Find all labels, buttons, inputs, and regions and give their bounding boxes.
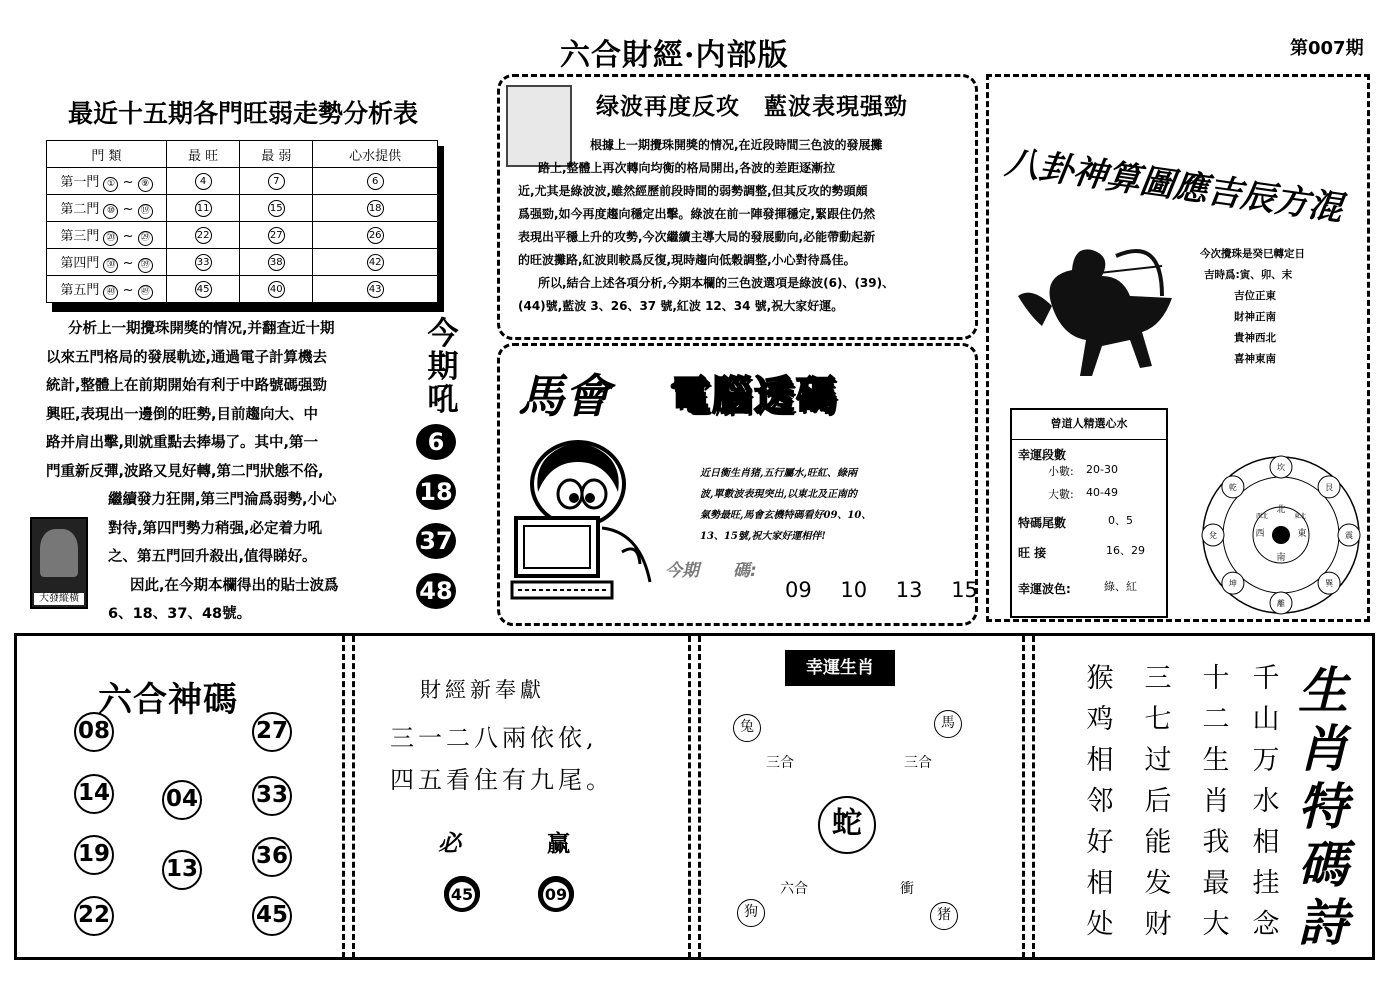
compass-direction: 東 bbox=[1297, 529, 1307, 539]
analysis-line: 繼續發力狂開,第三門淪爲弱勢,小心 bbox=[108, 492, 337, 508]
table-row bbox=[47, 222, 438, 249]
compass-label: 坤 bbox=[1228, 579, 1237, 589]
poem-title-char: 碼 bbox=[1298, 835, 1348, 894]
min-value: 38 bbox=[268, 254, 285, 271]
wave-line: 路上,整體上再次轉向均衡的格局開出,各波的差距逐漸拉 bbox=[538, 161, 836, 175]
gift-title: 財經新奉獻 bbox=[420, 678, 545, 702]
poem-title-char: 特 bbox=[1298, 777, 1348, 836]
bagua-info bbox=[1200, 244, 1350, 370]
trend-table bbox=[46, 140, 438, 303]
shenma-number: 36 bbox=[252, 837, 292, 877]
gate-name: 第五門 bbox=[60, 282, 100, 298]
poem-char: 好 bbox=[1086, 827, 1114, 858]
poem-char: 生 bbox=[1202, 745, 1230, 776]
max-cell bbox=[167, 168, 240, 195]
sanhe-label: 三合 bbox=[766, 755, 794, 771]
min-value: 7 bbox=[268, 173, 285, 190]
table-row bbox=[47, 249, 438, 276]
max-cell bbox=[167, 195, 240, 222]
range-end: ⑨ bbox=[138, 177, 153, 192]
tip-value: 18 bbox=[367, 200, 384, 217]
min-cell bbox=[240, 222, 313, 249]
luck-key: 特碼尾數 bbox=[1018, 516, 1067, 530]
range-end: ㉙ bbox=[138, 231, 153, 246]
column-header: 心水提供 bbox=[313, 141, 438, 168]
poem-char: 大 bbox=[1202, 909, 1230, 940]
info-line: 喜神東南 bbox=[1234, 353, 1276, 365]
info-line: 今次攪珠是癸巳轉定日 bbox=[1200, 248, 1305, 260]
column-header: 最 弱 bbox=[240, 141, 313, 168]
stamp-label: 大發縱橫 bbox=[34, 593, 84, 605]
compass-label: 乾 bbox=[1228, 482, 1237, 492]
wave-line: 表現出平穩上升的攻勢,今次繼續主導大局的發展動向,必能帶動起新 bbox=[518, 230, 876, 244]
compass-label: 震 bbox=[1345, 531, 1353, 540]
zodiac-dog: 狗 bbox=[737, 899, 765, 927]
poem-char: 我 bbox=[1202, 827, 1230, 858]
lucky-zodiac-header: 幸運生肖 bbox=[785, 650, 895, 686]
computer-user-illustration bbox=[510, 432, 670, 604]
analysis-line: 因此,在今期本欄得出的貼士波爲 bbox=[130, 577, 339, 594]
gate-cell: 第五門 ㊵ ~ ㊾ bbox=[47, 276, 167, 303]
luck-key: 幸運段數 bbox=[1018, 448, 1067, 462]
poem-char: 山 bbox=[1252, 704, 1280, 735]
min-value: 15 bbox=[268, 200, 285, 217]
min-cell bbox=[240, 168, 313, 195]
gift-verse-line: 四五看住有九尾。 bbox=[390, 766, 614, 794]
tip-value: 42 bbox=[367, 254, 384, 271]
issue-number: 第007期 bbox=[1290, 38, 1364, 59]
range-start: ㉚ bbox=[103, 258, 118, 273]
divider bbox=[1022, 636, 1025, 958]
tip-value: 43 bbox=[367, 281, 384, 298]
shenma-number: 13 bbox=[162, 850, 202, 890]
range-end: ㊾ bbox=[138, 285, 153, 300]
gate-cell: 第二門 ⑩ ~ ⑲ bbox=[47, 195, 167, 222]
max-value: 33 bbox=[195, 254, 212, 271]
analysis-line: 路并肩出擊,則就重點去捧場了。其中,第一 bbox=[46, 435, 319, 451]
min-value: 40 bbox=[268, 281, 285, 298]
column-header: 門 類 bbox=[47, 141, 167, 168]
poem-char: 相 bbox=[1086, 868, 1114, 899]
computer-title-a: 馬會 bbox=[518, 369, 610, 423]
poem-char: 邻 bbox=[1086, 786, 1114, 817]
compass-label: 巽 bbox=[1325, 579, 1334, 589]
luck-key: 幸運波色: bbox=[1018, 582, 1071, 596]
yin-yang-icon bbox=[1272, 526, 1290, 544]
tip-cell bbox=[313, 195, 438, 222]
computer-text bbox=[700, 463, 926, 547]
analysis-text bbox=[46, 315, 396, 629]
shenma-number: 14 bbox=[74, 774, 114, 814]
computer-code-label: 今期 碼: bbox=[665, 561, 757, 581]
poem-char: 猴 bbox=[1086, 663, 1114, 694]
analysis-line: 之、第五門回升殺出,值得睇好。 bbox=[108, 549, 317, 565]
roar-title: 今期吼 bbox=[427, 316, 459, 418]
analysis-line: 以來五門格局的發展軌迹,通過電子計算機去 bbox=[46, 349, 328, 366]
bagua-compass bbox=[1196, 450, 1366, 620]
poem-char: 最 bbox=[1202, 868, 1230, 899]
chong-label: 衝 bbox=[900, 881, 914, 897]
gate-name: 第四門 bbox=[60, 255, 100, 271]
poem-char: 千 bbox=[1252, 663, 1280, 694]
compass-direction: 北 bbox=[1276, 505, 1286, 515]
table-header-row bbox=[47, 141, 438, 168]
shenma-number: 22 bbox=[74, 896, 114, 936]
divider bbox=[342, 636, 345, 958]
gate-name: 第一門 bbox=[60, 174, 100, 190]
range-end: ㊴ bbox=[138, 258, 153, 273]
tip-value: 26 bbox=[367, 227, 384, 244]
zodiac-horse: 馬 bbox=[934, 710, 962, 738]
wave-line: 根據上一期攪珠開獎的情况,在近段時間三色波的發展攤 bbox=[590, 138, 883, 152]
win-ball bbox=[538, 876, 574, 912]
roar-number: 6 bbox=[416, 424, 456, 460]
computer-line: 近日衡生肖猪,五行屬水,旺紅、綠兩 bbox=[700, 468, 857, 479]
gate-cell: 第四門 ㉚ ~ ㊴ bbox=[47, 249, 167, 276]
poem-char: 后 bbox=[1144, 786, 1172, 817]
luck-key: 大數: bbox=[1048, 488, 1074, 501]
stamp-image bbox=[30, 517, 88, 609]
analysis-line: 門重新反彈,波路又見好轉,第二門狀態不俗, bbox=[46, 463, 324, 480]
wave-line: 的旺波攤路,紅波則較爲反復,現時趨向低穀調整,小心對待爲佳。 bbox=[518, 253, 856, 267]
tip-value: 6 bbox=[367, 173, 384, 190]
tip-cell bbox=[313, 276, 438, 303]
max-value: 11 bbox=[195, 200, 212, 217]
computer-line: 13、15號,祝大家好運相伴! bbox=[700, 531, 826, 542]
range-start: ① bbox=[103, 177, 118, 192]
poem-char: 万 bbox=[1252, 745, 1280, 776]
shenma-number: 33 bbox=[252, 776, 292, 816]
info-line: 吉位正東 bbox=[1234, 290, 1276, 302]
poem-char: 鸡 bbox=[1086, 704, 1114, 735]
poem-char: 七 bbox=[1144, 704, 1172, 735]
gate-cell: 第一門 ① ~ ⑨ bbox=[47, 168, 167, 195]
poem-char: 过 bbox=[1144, 745, 1172, 776]
trophy-icon bbox=[40, 529, 78, 577]
max-value: 22 bbox=[195, 227, 212, 244]
poem-char: 相 bbox=[1252, 827, 1280, 858]
horse-archer-illustration bbox=[1012, 236, 1182, 386]
page-title: 六合財經·内部版 bbox=[560, 38, 789, 73]
roar-number: 48 bbox=[416, 573, 456, 609]
min-cell bbox=[240, 249, 313, 276]
tip-cell bbox=[313, 168, 438, 195]
gift-verse-line: 三一二八兩依依, bbox=[390, 724, 598, 752]
luck-value: 40-49 bbox=[1086, 486, 1118, 499]
analysis-line: 對待,第四門勢力稍强,必定着力吼 bbox=[108, 520, 323, 537]
shenma-number: 45 bbox=[252, 896, 292, 936]
win-label: 赢 bbox=[547, 831, 570, 857]
poem-title-char: 詩 bbox=[1298, 893, 1348, 950]
min-cell bbox=[240, 276, 313, 303]
gate-cell: 第三門 ⑳ ~ ㉙ bbox=[47, 222, 167, 249]
luck-key: 小數: bbox=[1048, 465, 1074, 478]
zodiac-pig: 猪 bbox=[930, 902, 958, 930]
zodiac-snake: 蛇 bbox=[818, 796, 876, 854]
compass-label: 艮 bbox=[1325, 482, 1334, 492]
info-line: 財神正南 bbox=[1234, 311, 1276, 323]
poem-char: 二 bbox=[1202, 704, 1230, 735]
compass-label: 兌 bbox=[1209, 531, 1217, 540]
luck-header: 曾道人精選心水 bbox=[1010, 408, 1168, 440]
computer-code-numbers: 09 10 13 15 bbox=[785, 578, 978, 602]
divider bbox=[1032, 636, 1035, 958]
shenma-number: 04 bbox=[162, 780, 202, 820]
range-start: ㊵ bbox=[103, 285, 118, 300]
poem-char: 发 bbox=[1144, 868, 1172, 899]
min-value: 27 bbox=[268, 227, 285, 244]
bagua-title: 八卦神算圖應吉辰方混 bbox=[1002, 142, 1345, 230]
gate-name: 第三門 bbox=[60, 228, 100, 244]
shenma-number: 19 bbox=[74, 835, 114, 875]
poem-char: 处 bbox=[1086, 909, 1114, 940]
gate-name: 第二門 bbox=[60, 201, 100, 217]
poem-char: 水 bbox=[1252, 786, 1280, 817]
wave-title: 绿波再度反攻 藍波表現强勁 bbox=[596, 94, 908, 120]
poem-title-char: 肖 bbox=[1298, 719, 1348, 778]
compass-direction: 西 bbox=[1255, 529, 1265, 539]
min-cell bbox=[240, 195, 313, 222]
shenma-title: 六合神碼 bbox=[98, 680, 238, 720]
table-row bbox=[47, 168, 438, 195]
poem-title-char: 生 bbox=[1298, 661, 1348, 720]
poem-char: 肖 bbox=[1202, 786, 1230, 817]
tip-cell bbox=[313, 249, 438, 276]
poem-char: 念 bbox=[1252, 909, 1280, 940]
roar-number: 37 bbox=[416, 523, 456, 559]
wave-line: (44)號,藍波 3、26、37 號,紅波 12、34 號,祝大家好運。 bbox=[518, 299, 844, 313]
divider bbox=[698, 636, 701, 958]
liuhe-label: 六合 bbox=[780, 881, 808, 897]
trend-table-title: 最近十五期各門旺弱走勢分析表 bbox=[68, 99, 419, 128]
poem-title-calligraphy bbox=[1288, 660, 1358, 950]
max-cell bbox=[167, 276, 240, 303]
analysis-line: 分析上一期攪珠開獎的情况,并翻查近十期 bbox=[68, 321, 335, 337]
tip-cell bbox=[313, 222, 438, 249]
wave-line: 所以,結合上述各項分析,今期本欄的三色波選項是綠波(6)、(39)、 bbox=[538, 276, 895, 290]
shenma-number: 08 bbox=[74, 712, 114, 752]
poem-char: 挂 bbox=[1252, 868, 1280, 899]
analysis-line: 6、18、37、48號。 bbox=[108, 606, 252, 622]
must-label: 必 bbox=[438, 831, 461, 857]
poem-char: 相 bbox=[1086, 745, 1114, 776]
poem-char: 十 bbox=[1202, 663, 1230, 694]
luck-value: 綠、紅 bbox=[1104, 580, 1137, 593]
max-cell bbox=[167, 222, 240, 249]
sanhe-label: 三合 bbox=[904, 755, 932, 771]
max-value: 45 bbox=[195, 281, 212, 298]
poem-char: 财 bbox=[1144, 909, 1172, 940]
win-ball bbox=[444, 876, 480, 912]
bagua-title-calligraphy bbox=[1000, 110, 1355, 230]
divider bbox=[352, 636, 355, 958]
analysis-line: 統計,整體上在前期開始有利于中路號碼强勁 bbox=[46, 378, 328, 394]
roar-number: 18 bbox=[416, 474, 456, 510]
wave-line: 近,尤其是綠波波,雖然經歷前段時間的弱勢調整,但其反攻的勢頭頗 bbox=[518, 184, 868, 198]
range-start: ⑳ bbox=[103, 231, 118, 246]
wave-line: 爲强勁,如今再度趨向穩定出擊。綠波在前一陣發揮穩定,緊跟住仍然 bbox=[518, 207, 876, 221]
divider bbox=[688, 636, 691, 958]
computer-line: 波,單數波表現突出,以東北及正南的 bbox=[700, 489, 857, 500]
max-value: 4 bbox=[195, 173, 212, 190]
range-start: ⑩ bbox=[103, 204, 118, 219]
compass-label: 離 bbox=[1277, 599, 1285, 608]
win-ball-number: 09 bbox=[543, 882, 569, 908]
table-row bbox=[47, 276, 438, 303]
analysis-line: 興旺,表現出一邊倒的旺勢,目前趨向大、中 bbox=[46, 406, 319, 423]
win-ball-number: 45 bbox=[449, 882, 475, 908]
range-end: ⑲ bbox=[138, 204, 153, 219]
zodiac-rabbit: 兔 bbox=[733, 714, 761, 742]
wave-text bbox=[518, 134, 970, 318]
computer-title-b: 電腦透碼 bbox=[670, 373, 838, 419]
poem-char: 能 bbox=[1144, 827, 1172, 858]
poem-char: 三 bbox=[1144, 663, 1172, 694]
info-line: 吉時爲:寅、卯、末 bbox=[1204, 269, 1293, 281]
max-cell bbox=[167, 249, 240, 276]
luck-value: 20-30 bbox=[1086, 463, 1118, 476]
compass-direction: 西北 bbox=[1255, 513, 1269, 520]
column-header: 最 旺 bbox=[167, 141, 240, 168]
luck-key: 旺 接 bbox=[1018, 546, 1047, 560]
table-row bbox=[47, 195, 438, 222]
luck-value: 16、29 bbox=[1106, 544, 1145, 557]
compass-label: 坎 bbox=[1277, 463, 1285, 472]
compass-direction: 東北 bbox=[1293, 513, 1307, 520]
computer-line: 氣勢最旺,馬會玄機特碼看好09、10、 bbox=[700, 510, 872, 521]
luck-value: 0、5 bbox=[1108, 514, 1133, 527]
shenma-number: 27 bbox=[252, 712, 292, 752]
compass-direction: 南 bbox=[1276, 553, 1286, 563]
info-line: 貴神西北 bbox=[1234, 332, 1276, 344]
